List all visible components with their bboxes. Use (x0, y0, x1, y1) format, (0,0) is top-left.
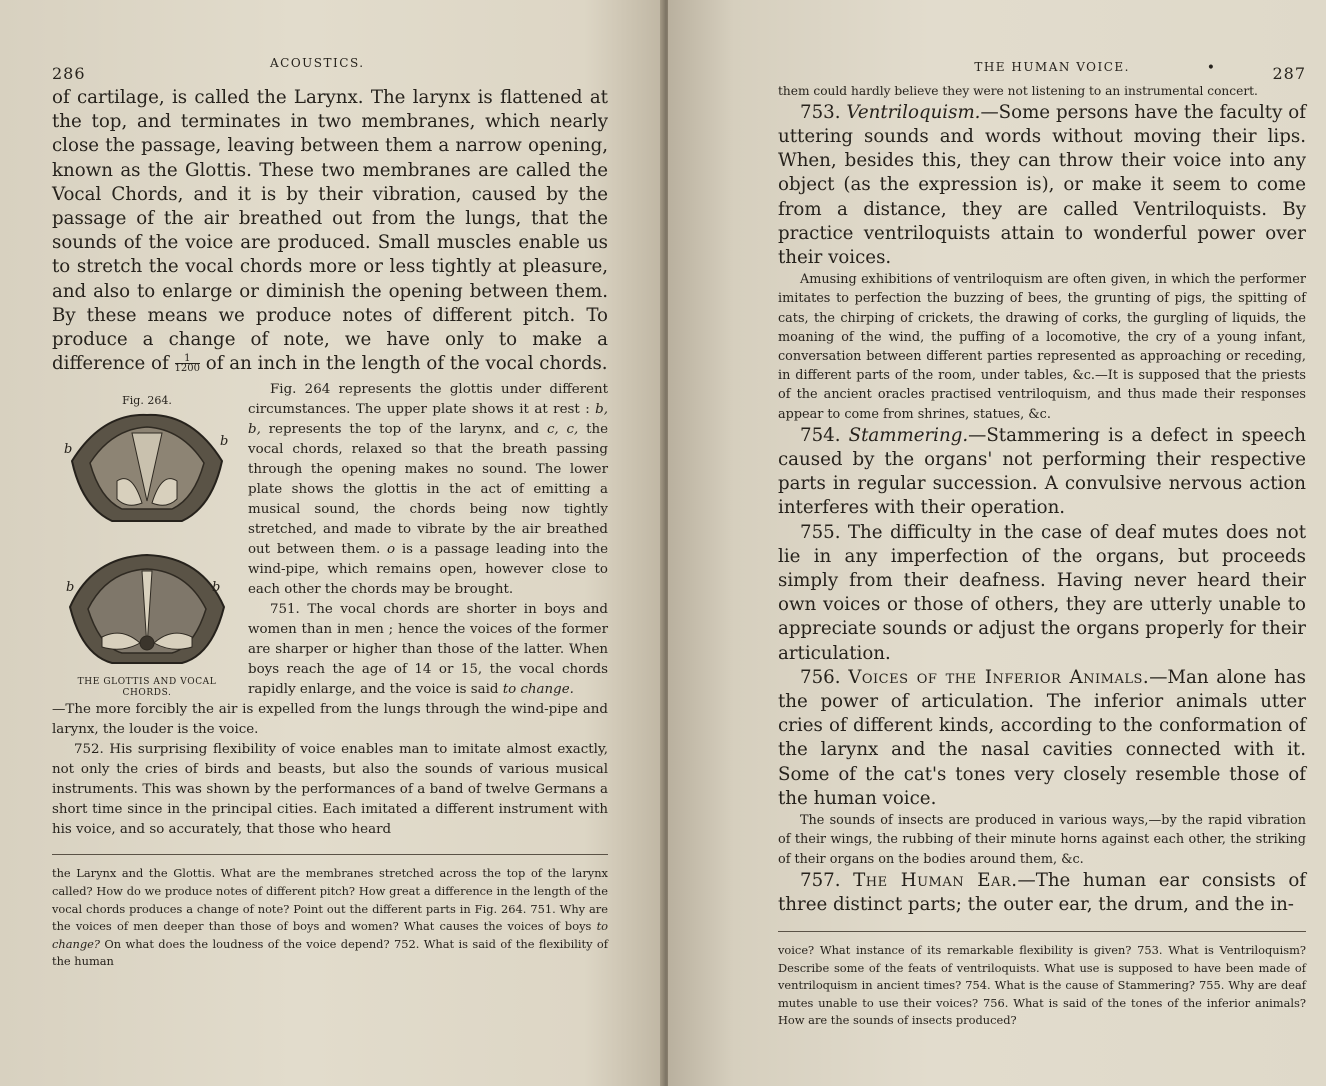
glottis-upper-illustration (62, 411, 232, 529)
figure-264 (52, 380, 242, 700)
right-page-number: 287 (1272, 64, 1306, 83)
right-page (668, 0, 1326, 1086)
para-753: 753. Ventriloquism.—Some persons have the faculty of uttering sounds and words without moving their lips. When, besides this, they can throw their voice into any object (as the expression is), or make it seem to come from a distance, they are called Ventriloquists. By practice ventriloquists attain to wonderful power over their voices. (778, 101, 1306, 269)
para-carry-over: them could hardly believe they were not listening to an instrumental concert. (778, 84, 1258, 98)
left-running-head (52, 52, 608, 86)
svg-text:b: b (212, 580, 221, 596)
left-footnote-rule (52, 854, 608, 855)
para-751-cont: —The more forcibly the air is expelled from the lungs through the wind-pipe and larynx, the louder is the voice. (52, 702, 608, 738)
svg-text:b: b (64, 442, 73, 458)
figure-description (248, 380, 608, 700)
left-running-title: ACOUSTICS. (270, 56, 365, 70)
glottis-lower-illustration (62, 551, 232, 669)
figure-caption: THE GLOTTIS AND VOCAL CHORDS. (77, 677, 217, 699)
note-753: Amusing exhibitions of ventriloquism are often given, in which the performer imitates to perfection the buzzing of bees, the grunting of pigs, the spitting of cats, the chirping of crickets, the drawing of corks, the gurgling of liquids, the moaning of the wind, the puffing of a locomotive, the cry of a young infant, conversation between different parties represented as approaching or receding, in different parts of the room, under tables, &c.—It is supposed that the priests of the ancient oracles practised ventriloquism, and thus made their responses appear to come from shrines, statues, &c. (778, 272, 1306, 422)
para-larynx: of cartilage, is called the Larynx. The larynx is flattened at the top, and terminates in two membranes, which nearly close the passage, leaving between them a narrow opening, known as the Glottis. These two membranes are called the Vocal Chords, and it is by their vibration, caused by the passage of the air breathed out from the lungs, that the sounds of the voice are produced. Small muscles enable us to stretch the vocal chords more or less tightly at pleasure, and also to enlarge or diminish the opening between them. By these means we produce notes of different pitch. To produce a change of note, we have only to make a difference of $\frac{1}{1200}$ of an inch in the length of the vocal chords. (52, 87, 608, 375)
svg-text:b: b (220, 434, 229, 450)
para-752: 752. His surprising flexibility of voice enables man to imitate almost exactly, not only the cries of birds and beasts, but also the sounds of various musical instruments. This was shown by the performances of a band of twelve Germans a short time since in the principal cities. Each imitated a different instrument with his voice, and so accurately, that those who heard (52, 742, 608, 838)
left-page-number: 286 (52, 64, 86, 83)
fraction: $\frac{1}{1200}$ (174, 353, 200, 375)
right-running-head (778, 52, 1306, 86)
note-756: The sounds of insects are produced in various ways,—by the rapid vibration of their wings, the rubbing of their minute horns against each other, the striking of their organs on the bodies around them, &c. (778, 813, 1306, 867)
right-running-title: THE HUMAN VOICE. (974, 60, 1130, 74)
figure-label: Fig. 264. (122, 394, 172, 408)
figure-block (52, 380, 608, 700)
para-754: 754. Stammering.—Stammering is a defect in speech caused by the organs' not performing their respective parts in regular succession. A convulsive nervous action interferes with their operation. (778, 424, 1306, 519)
para-756: 756. Voices of the Inferior Animals.—Man alone has the power of articulation. The inferior animals utter cries of different kinds, according to the conformation of the larynx and the nasal cavities connected with it. Some of the cat's tones very closely resemble those of the human voice. (778, 666, 1306, 809)
right-review-questions: voice? What instance of its remarkable flexibility is given? 753. What is Ventriloquism? Describe some of the feats of ventriloquists. What use is supposed to have been made of ventriloquism in ancient times? 754. What is the cause of Stammering? 755. Why are deaf mutes unable to use their voices? 756. What is said of the tones of the inferior animals? How are the sounds of insects produced? (778, 943, 1306, 1028)
para-755: 755. The difficulty in the case of deaf mutes does not lie in any imperfection of the organs, but proceeds simply from their deafness. Having never heard their own voices or those of others, they are utterly unable to appreciate sounds or adjust the organs properly for their articulation. (778, 521, 1306, 664)
left-review-questions: the Larynx and the Glottis. What are the membranes stretched across the top of the larynx called? How do we produce notes of different pitch? How great a difference in the length of the vocal chords produces a change of note? Point out the different parts in Fig. 264. 751. Why are the voices of men deeper than those of boys and women? What causes the voices of boys to change? On what does the loudness of the voice depend? 752. What is said of the flexibility of the human (52, 866, 608, 969)
head-ornament: • (1206, 60, 1216, 76)
para-751: 751. The vocal chords are shorter in boys and women than in men ; hence the voices of the former are sharper or higher than those of the latter. When boys reach the age of 14 or 15, the vocal chords rapidly enlarge, and the voice is said to change. (248, 602, 608, 698)
right-footnote-rule (778, 931, 1306, 932)
svg-text:b: b (66, 580, 75, 596)
para-fig-264: Fig. 264 represents the glottis under different circumstances. The upper plate shows it at rest : b, b, represents the top of the larynx, and c, c, the vocal chords, relaxed so that the breath passing through the opening makes no sound. The lower plate shows the glottis in the act of emitting a musical sound, the chords being now tightly stretched, and made to vibrate by the air breathed out between them. o is a passage leading into the wind-pipe, which remains open, however close to each other the chords may be brought. (248, 382, 609, 598)
para-757: 757. The Human Ear.—The human ear consists of three distinct parts; the outer ear, the drum, and the in- (778, 869, 1307, 915)
